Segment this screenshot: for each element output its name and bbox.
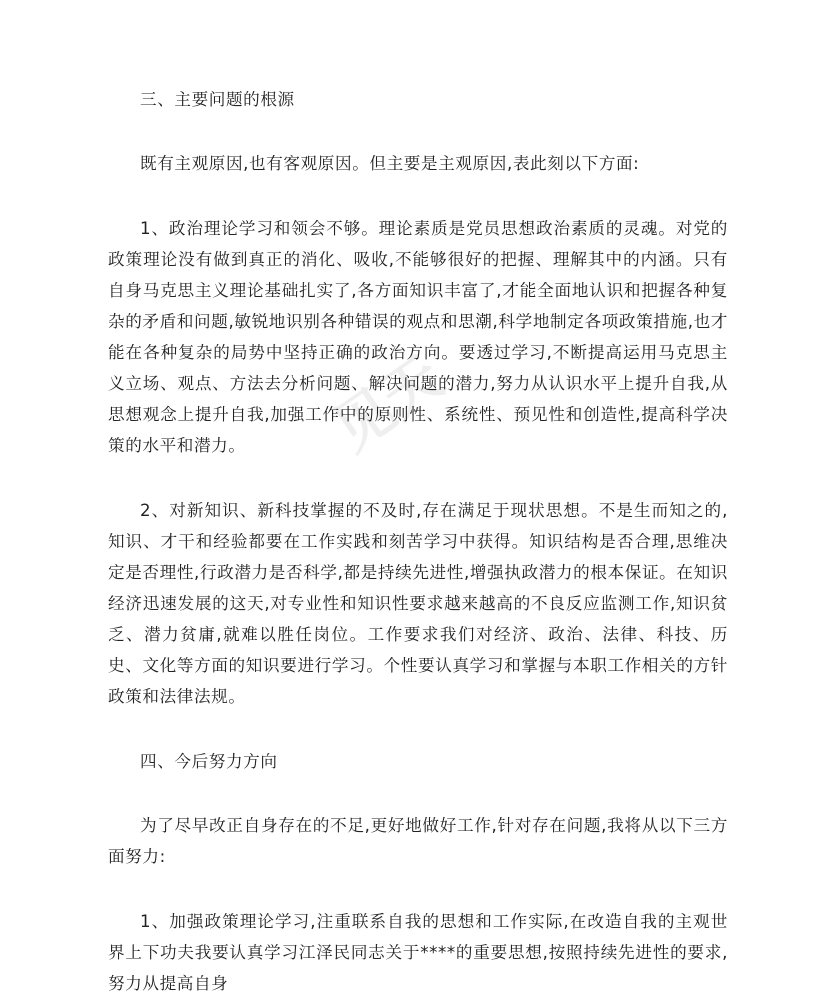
section4-heading: 四、今后努力方向 (140, 752, 278, 771)
section3-item2: 2、对新知识、新科技掌握的不及时,存在满足于现状思想。不是生而知之的,知识、才干和经验都要在工作实践和刻苦学习中获得。知识结构是否合理,思维决定是否理性,行政潜力是否科学,都是持续先进性,增强执政潜力的根本保证。在知识经济迅速发展的这天,对专业性和知识性要求越来越高的不良反应监测工作,知识贫乏、潜力贫庸,就难以胜任岗位。工作要求我们对经济、政治、法律、科技、历史、文化等方面的知识要进行学习。个性要认真学习和掌握与本职工作相关的方针政策和法律法规。 (108, 501, 728, 706)
section4-item1: 1、加强政策理论学习,注重联系自我的思想和工作实际,在改造自我的主观世界上下功夫我要认真学习江泽民同志关于****的重要思想,按照持续先进性的要求,努力从提高自身 (108, 912, 728, 993)
document-body (108, 84, 728, 999)
section4-intro: 为了尽早改正自身存在的不足,更好地做好工作,针对存在问题,我将从以下三方面努力: (108, 816, 728, 866)
watermark: 见天 (321, 342, 456, 465)
section3-intro: 既有主观原因,也有客观原因。但主要是主观原因,表此刻以下方面: (140, 154, 640, 173)
section3-heading: 三、主要问题的根源 (140, 90, 295, 109)
section3-item1: 1、政治理论学习和领会不够。理论素质是党员思想政治素质的灵魂。对党的政策理论没有做到真正的消化、吸收,不能够很好的把握、理解其中的内涵。只有自身马克思主义理论基础扎实了,各方面知识丰富了,才能全面地认识和把握各种复杂的矛盾和问题,敏锐地识别各种错误的观点和思潮,科学地制定各项政策措施,也才能在各种复杂的局势中坚持正确的政治方向。要透过学习,不断提高运用马克思主义立场、观点、方法去分析问题、解决问题的潜力,努力从认识水平上提升自我,从思想观念上提升自我,加强工作中的原则性、系统性、预见性和创造性,提高科学决策的水平和潜力。 (108, 219, 728, 455)
